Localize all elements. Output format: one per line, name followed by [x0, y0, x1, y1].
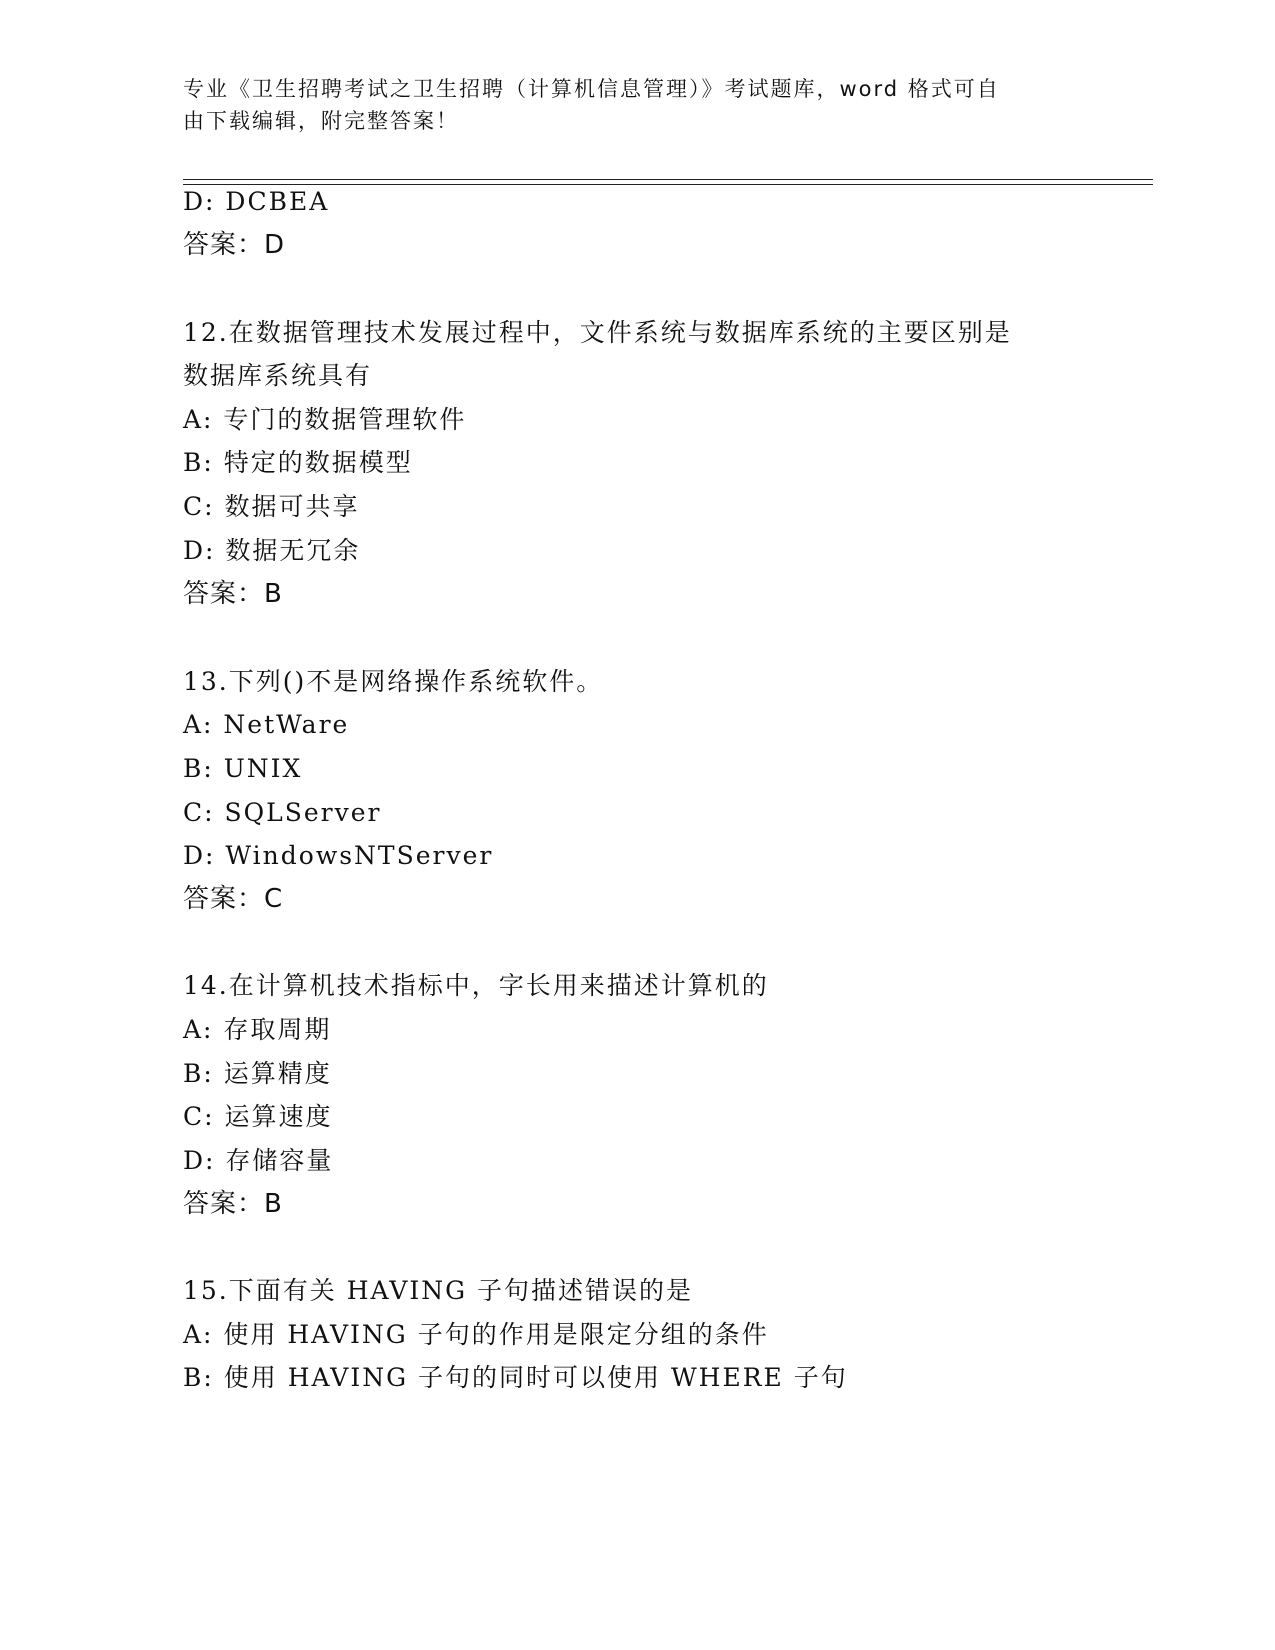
q13-option-d: D: WindowsNTServer — [183, 841, 494, 870]
q14-option-a: A: 存取周期 — [183, 1015, 332, 1044]
q12-option-c: C: 数据可共享 — [183, 492, 360, 521]
header-line-2: 由下载编辑，附完整答案！ — [183, 109, 459, 133]
q13-option-b: B: UNIX — [183, 754, 303, 783]
document-header — [183, 73, 1043, 137]
q15-option-a: A: 使用 HAVING 子句的作用是限定分组的条件 — [183, 1320, 769, 1349]
q14-option-c: C: 运算速度 — [183, 1102, 333, 1131]
q14-stem: 14.在计算机技术指标中，字长用来描述计算机的 — [183, 971, 769, 1000]
q14-answer: 答案：B — [183, 1189, 283, 1219]
q15-option-b: B: 使用 HAVING 子句的同时可以使用 WHERE 子句 — [183, 1363, 848, 1392]
q12-option-a: A: 专门的数据管理软件 — [183, 405, 467, 434]
q14-option-d: D: 存储容量 — [183, 1146, 334, 1175]
q12-option-d: D: 数据无冗余 — [183, 536, 361, 565]
q13-option-c: C: SQLServer — [183, 798, 382, 827]
header-line-1: 专业《卫生招聘考试之卫生招聘（计算机信息管理）》考试题库，word 格式可自 — [183, 77, 1000, 101]
q15-stem: 15.下面有关 HAVING 子句描述错误的是 — [183, 1276, 694, 1305]
header-divider-top — [183, 179, 1153, 180]
q13-answer: 答案：C — [183, 884, 284, 914]
q13-stem: 13.下列()不是网络操作系统软件。 — [183, 667, 604, 696]
prev-answer: 答案：D — [183, 230, 286, 260]
q13-option-a: A: NetWare — [183, 710, 350, 739]
q14-option-b: B: 运算精度 — [183, 1059, 332, 1088]
q12-stem-line-2: 数据库系统具有 — [183, 361, 373, 390]
q12-option-b: B: 特定的数据模型 — [183, 448, 413, 477]
q12-stem-line-1: 12.在数据管理技术发展过程中，文件系统与数据库系统的主要区别是 — [183, 318, 1012, 347]
q12-answer: 答案：B — [183, 579, 283, 609]
prev-option-d: D: DCBEA — [183, 187, 330, 216]
